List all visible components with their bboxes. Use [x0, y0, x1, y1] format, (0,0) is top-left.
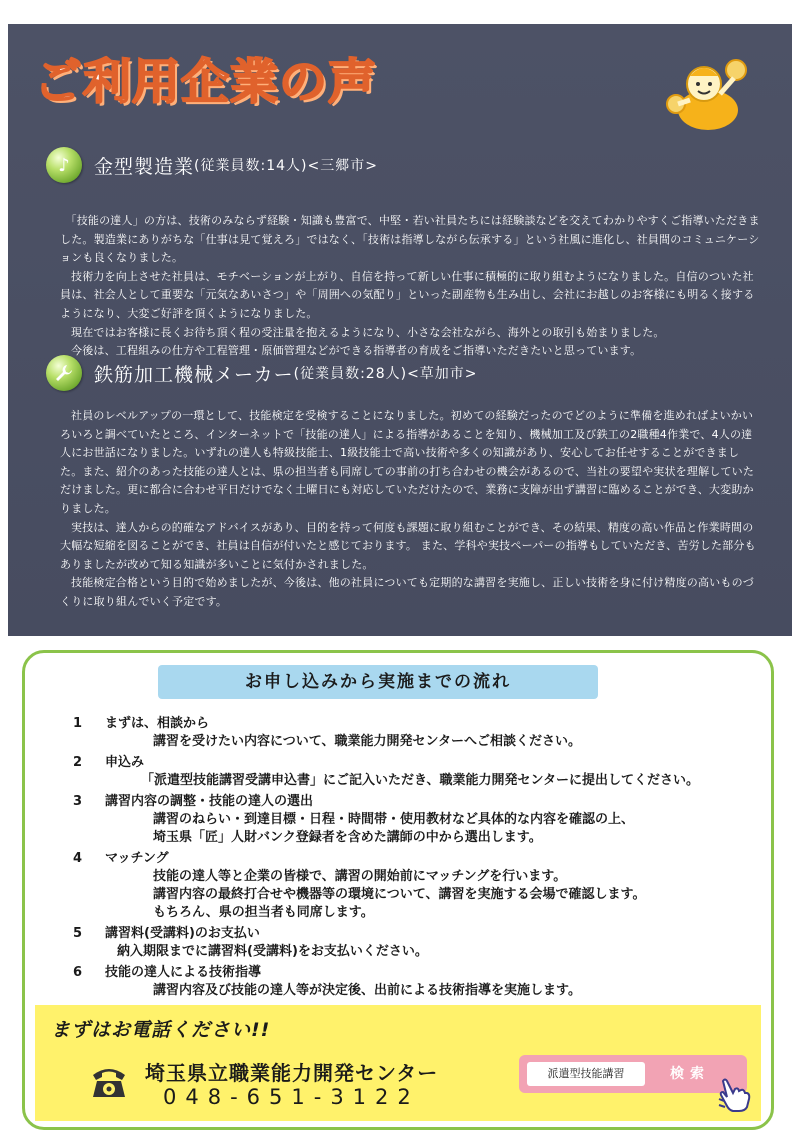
step-line: 講習内容の最終打合せや機器等の環境について、講習を実施する会場で確認します。 — [153, 887, 646, 902]
step-number: 4 — [73, 851, 83, 866]
step-title: まずは、相談から — [105, 716, 210, 731]
search-input[interactable]: 派遣型技能講習 — [527, 1062, 645, 1086]
step-line: 講習のねらい・到達目標・日程・時間帯・使用教材など具体的な内容を確認の上、 — [153, 812, 635, 827]
wrench-icon — [54, 363, 74, 383]
center-name: 埼玉県立職業能力開発センター — [145, 1061, 439, 1085]
pointing-hand-icon — [717, 1075, 751, 1113]
paragraph: 現在ではお客様に長くお待ち頂く程の受注量を抱えるようになり、小さな会社ながら、海外との取引も始まりました。 — [71, 325, 665, 339]
section-meta: (従業員数:28人)<草加市> — [293, 366, 478, 382]
search-button[interactable]: 検索 — [670, 1066, 710, 1082]
telephone-icon — [89, 1061, 129, 1101]
flow-step-5 — [71, 925, 751, 961]
paragraph: 今後は、工程組みの仕方や工程管理・原価管理などができる指導者の育成をご指導いただきたいと思っています。 — [71, 344, 642, 358]
section-meta: (従業員数:14人)<三郷市> — [194, 158, 378, 174]
flow-step-6 — [71, 964, 751, 1000]
phone-number: 048-651-3122 — [163, 1085, 420, 1109]
flow-step-1 — [71, 715, 751, 751]
step-number: 2 — [73, 755, 83, 770]
step-title: 講習料(受講料)のお支払い — [105, 926, 260, 941]
step-number: 3 — [73, 794, 83, 809]
step-line: 「派遣型技能講習受講申込書」にご記入いただき、職業能力開発センターに提出してください。 — [141, 773, 699, 788]
flow-steps — [71, 715, 751, 1003]
step-number: 5 — [73, 926, 83, 941]
contact-area — [35, 1005, 761, 1121]
section-head-mold — [46, 146, 378, 184]
flow-title: お申し込みから実施までの流れ — [158, 665, 598, 699]
step-title: 申込み — [105, 755, 145, 770]
step-number: 1 — [73, 716, 83, 731]
section-head-rebar — [46, 354, 478, 392]
flow-step-2 — [71, 754, 751, 790]
section-body-mold — [60, 212, 760, 361]
step-line: もちろん、県の担当者も同席します。 — [153, 905, 374, 920]
step-number: 6 — [73, 965, 83, 980]
step-line: 埼玉県「匠」人財バンク登録者を含めた講師の中から選出します。 — [153, 830, 542, 845]
section-body-rebar — [60, 407, 760, 612]
customer-voices-panel — [8, 24, 792, 636]
step-line: 納入期限までに講習料(受講料)をお支払いください。 — [117, 944, 428, 959]
cheerleader-mascot-icon — [664, 54, 748, 134]
paragraph: 社員のレベルアップの一環として、技能検定を受検することになりました。初めての経験だったのでどのように準備を進めればよいかいろいろと調べていたところ、インターネットで「技能の達人」による指導があることを知り、機械加工及び鉄工の2職種4作業で、4人の達人にお世話になりました。いずれの達人も特級技能士、1級技能士で高い技術や多くの知識があり、安心してお任せすることができました。また、紹介のあった技能の達人とは、県の担当者も同席しての事前の打ち合わせの機会があるので、当社の要望や実状を理解していただけました。更に都合に合わせ平日だけでなく土曜日にも対応していただけたので、業務に支障が出ず講習に臨めることができ、大変助かりました。 — [60, 409, 755, 515]
step-title: 技能の達人による技術指導 — [105, 965, 262, 980]
voices-title: ご利用企業の声 — [34, 54, 378, 110]
step-title: マッチング — [105, 851, 169, 866]
wrench-icon — [46, 355, 82, 391]
paragraph: 「技能の達人」の方は、技術のみならず経験・知識も豊富で、中堅・若い社員たちには経験談などを交えてわかりやすくご指導いただきました。製造業にありがちな「仕事は見て覚えろ」ではなく、「技術は指導しながら伝承する」という社風に進化し、社員間のコミュニケーションも良くなりました。 — [60, 214, 760, 265]
search-box — [519, 1055, 747, 1093]
flow-step-4 — [71, 850, 751, 922]
step-line: 技能の達人等と企業の皆様で、講習の開始前にマッチングを行います。 — [153, 869, 567, 884]
step-title: 講習内容の調整・技能の達人の選出 — [105, 794, 314, 809]
paragraph: 実技は、達人からの的確なアドバイスがあり、目的を持って何度も課題に取り組むことができ、その結果、精度の高い作品と作業時間の大幅な短縮を図ることができ、社員は自信が付いたと感じております。 また、学科や実技ペーパーの指導もしていただき、苦労した部分もありましたが改めて知る知識が多いことに気付かされました。 — [60, 520, 756, 571]
section-title: 鉄筋加工機械メーカー — [94, 363, 294, 386]
flow-step-3 — [71, 793, 751, 847]
section-title: 金型製造業 — [94, 155, 195, 178]
paragraph: 技能検定合格という目的で始めましたが、今後は、他の社員についても定期的な講習を実施し、正しい技術を身に付け精度の高いものづくりに取り組んでいく予定です。 — [60, 576, 754, 608]
application-flow-box — [22, 650, 774, 1130]
step-line: 講習を受けたい内容について、職業能力開発センターへご相談ください。 — [153, 734, 581, 749]
step-line: 講習内容及び技能の達人等が決定後、出前による技術指導を実施します。 — [153, 983, 581, 998]
call-us-text: まずはお電話ください!! — [51, 1019, 271, 1041]
music-note-icon: ♪ — [46, 147, 82, 183]
paragraph: 技術力を向上させた社員は、モチベーションが上がり、自信を持って新しい仕事に積極的に取り組むようになりました。自信のついた社員は、社会人として重要な「元気なあいさつ」や「周囲への気配り」といった副産物も生み出し、会社にお越しのお客様にも明るく接するようになり、大変ご好評を頂くようになりました。 — [60, 269, 755, 320]
